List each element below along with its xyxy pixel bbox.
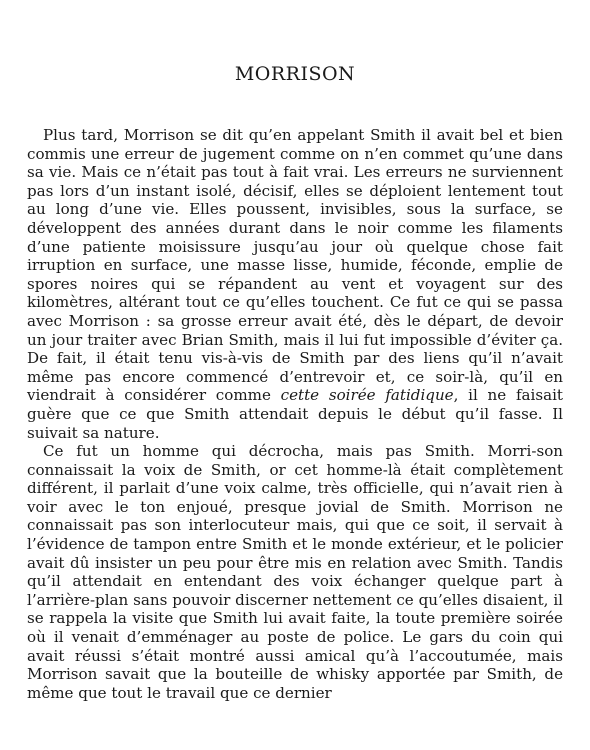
- paragraph-1-text-start: Plus tard, Morrison se dit qu’en appelant Smith il avait bel et bien commis une erreur de jugement comme on n’en commet qu’une dans sa vie. Mais ce n’était pas tout à fait vrai. Les erreurs ne surviennent pas lors d’un instant isolé, décisif, elles se déploient lentement tout au long d’une vie. Elles poussent, invisibles, sous la surface, se développent des années durant dans le noir comme les filaments d’une patiente moisissure jusqu’au jour où quelque chose fait irruption en surface, une masse lisse, humide, féconde, emplie de spores noires qui se répandent au vent et voyagent sur des kilomètres, altérant tout ce qu’elles touchent. Ce fut ce qui se passa avec Morrison : sa grosse erreur avait été, dès le départ, de devoir un jour traiter avec Brian Smith, mais il lui fut impossible d’éviter ça. De fait, il était tenu vis-à-vis de Smith par des liens qu’il n’avait même pas encore commencé d’entrevoir et, ce soir-là, qu’il en viendrait à considérer comme: [27, 126, 563, 405]
- paragraph-2: Ce fut un homme qui décrocha, mais pas Smith. Morri-son connaissait la voix de Smith, or cet homme-là était complètement différent, il parlait d’une voix calme, très officielle, qui n’avait rien à voir avec le ton enjoué, presque jovial de Smith. Morrison ne connaissait pas son interlocuteur mais, qui que ce soit, il servait à l’évidence de tampon entre Smith et le monde extérieur, et le policier avait dû insister un peu pour être mis en relation avec Smith. Tandis qu’il attendait en entendant des voix échanger quelque part à l’arrière-plan sans pouvoir discerner nettement ce qu’elles disaient, il se rappela la visite que Smith lui avait faite, la toute première soirée où il venait d’emménager au poste de police. Le gars du coin qui avait réussi s’était montré aussi amical qu’à l’accoutumée, mais Morrison savait que la bouteille de whisky apportée par Smith, de même que tout le travail que ce dernier: [27, 442, 563, 702]
- paragraph-1-emphasis: cette soirée fatidique: [280, 386, 454, 405]
- chapter-title: MORRISON: [234, 63, 356, 85]
- paragraph-1-text-end: , il ne faisait guère que ce que Smith attendait depuis le début qu’il fasse. Il suivait sa nature.: [27, 386, 563, 442]
- body-text: [27, 126, 563, 702]
- paragraph-1: [27, 126, 563, 442]
